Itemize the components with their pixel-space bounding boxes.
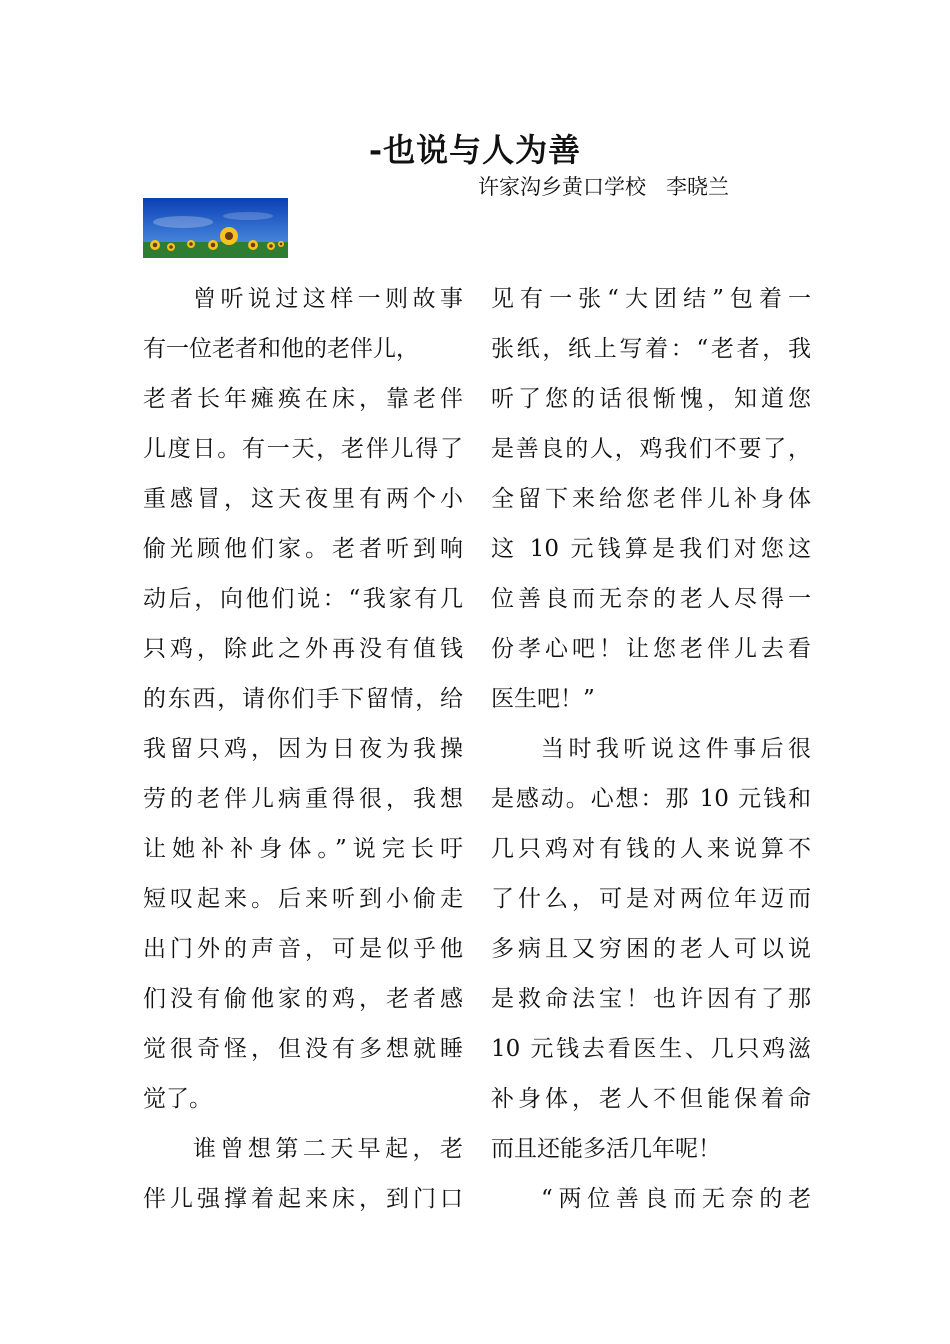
text-line: 张纸，纸上写着：“老者，我 xyxy=(491,336,811,362)
text-line: 出门外的声音，可是似乎他 xyxy=(143,936,463,962)
text-line: 曾听说过这样一则故事 xyxy=(193,286,463,312)
text-line: 10 元钱去看医生、几只鸡滋 xyxy=(491,1036,811,1062)
text-line: 医生吧！” xyxy=(491,686,595,712)
document-title: -也说与人为善 xyxy=(368,131,582,169)
text-line: 听了您的话很惭愧，知道您 xyxy=(491,386,811,412)
text-line: 补身体，老人不但能保着命 xyxy=(491,1086,811,1112)
text-line: 当时我听说这件事后很 xyxy=(541,736,811,762)
text-line: 偷光顾他们家。老者听到响 xyxy=(143,536,463,562)
text-line: 的东西，请你们手下留情，给 xyxy=(143,686,463,712)
text-line: 短叹起来。后来听到小偷走 xyxy=(143,886,463,912)
text-line: 了什么，可是对两位年迈而 xyxy=(491,886,811,912)
author-byline: 许家沟乡黄口学校 李晓兰 xyxy=(478,175,730,199)
text-line: 份孝心吧！让您老伴儿去看 xyxy=(491,636,811,662)
text-line: 位善良而无奈的老人尽得一 xyxy=(491,586,811,612)
text-line: 有一位老者和他的老伴儿， xyxy=(143,336,419,362)
text-line: 而且还能多活几年呢！ xyxy=(491,1136,721,1162)
text-line: 我留只鸡，因为日夜为我操 xyxy=(143,736,463,762)
text-line: 老者长年瘫痪在床，靠老伴 xyxy=(143,386,463,412)
text-line: 让她补补身体。”说完长吁 xyxy=(143,836,463,862)
text-line: 是感动。心想：那 10 元钱和 xyxy=(491,786,811,812)
text-line: 几只鸡对有钱的人来说算不 xyxy=(491,836,811,862)
sunflower-field-icon xyxy=(143,198,288,258)
text-line: 劳的老伴儿病重得很，我想 xyxy=(143,786,463,812)
right-text-column xyxy=(491,274,811,1224)
text-line: 觉了。 xyxy=(143,1086,212,1112)
sunflower-field-image xyxy=(143,198,288,258)
text-line: 见有一张“大团结”包着一 xyxy=(491,286,811,312)
text-line: 觉很奇怪，但没有多想就睡 xyxy=(143,1036,463,1062)
text-line: 儿度日。有一天，老伴儿得了 xyxy=(143,436,463,462)
text-line: 们没有偷他家的鸡，老者感 xyxy=(143,986,463,1012)
text-line: 伴儿强撑着起来床，到门口 xyxy=(143,1186,463,1212)
text-line: 只鸡，除此之外再没有值钱 xyxy=(143,636,463,662)
text-line: 重感冒，这天夜里有两个小 xyxy=(143,486,463,512)
text-line: 全留下来给您老伴儿补身体 xyxy=(491,486,811,512)
text-line: 动后，向他们说：“我家有几 xyxy=(143,586,463,612)
text-line: 多病且又穷困的老人可以说 xyxy=(491,936,811,962)
text-line: 是救命法宝！也许因有了那 xyxy=(491,986,811,1012)
text-line: 是善良的人，鸡我们不要了， xyxy=(491,436,811,462)
text-line: 谁曾想第二天早起，老 xyxy=(193,1136,463,1162)
text-line: 这 10 元钱算是我们对您这 xyxy=(491,536,811,562)
left-text-column xyxy=(143,274,463,1224)
text-line: “两位善良而无奈的老 xyxy=(541,1186,811,1212)
